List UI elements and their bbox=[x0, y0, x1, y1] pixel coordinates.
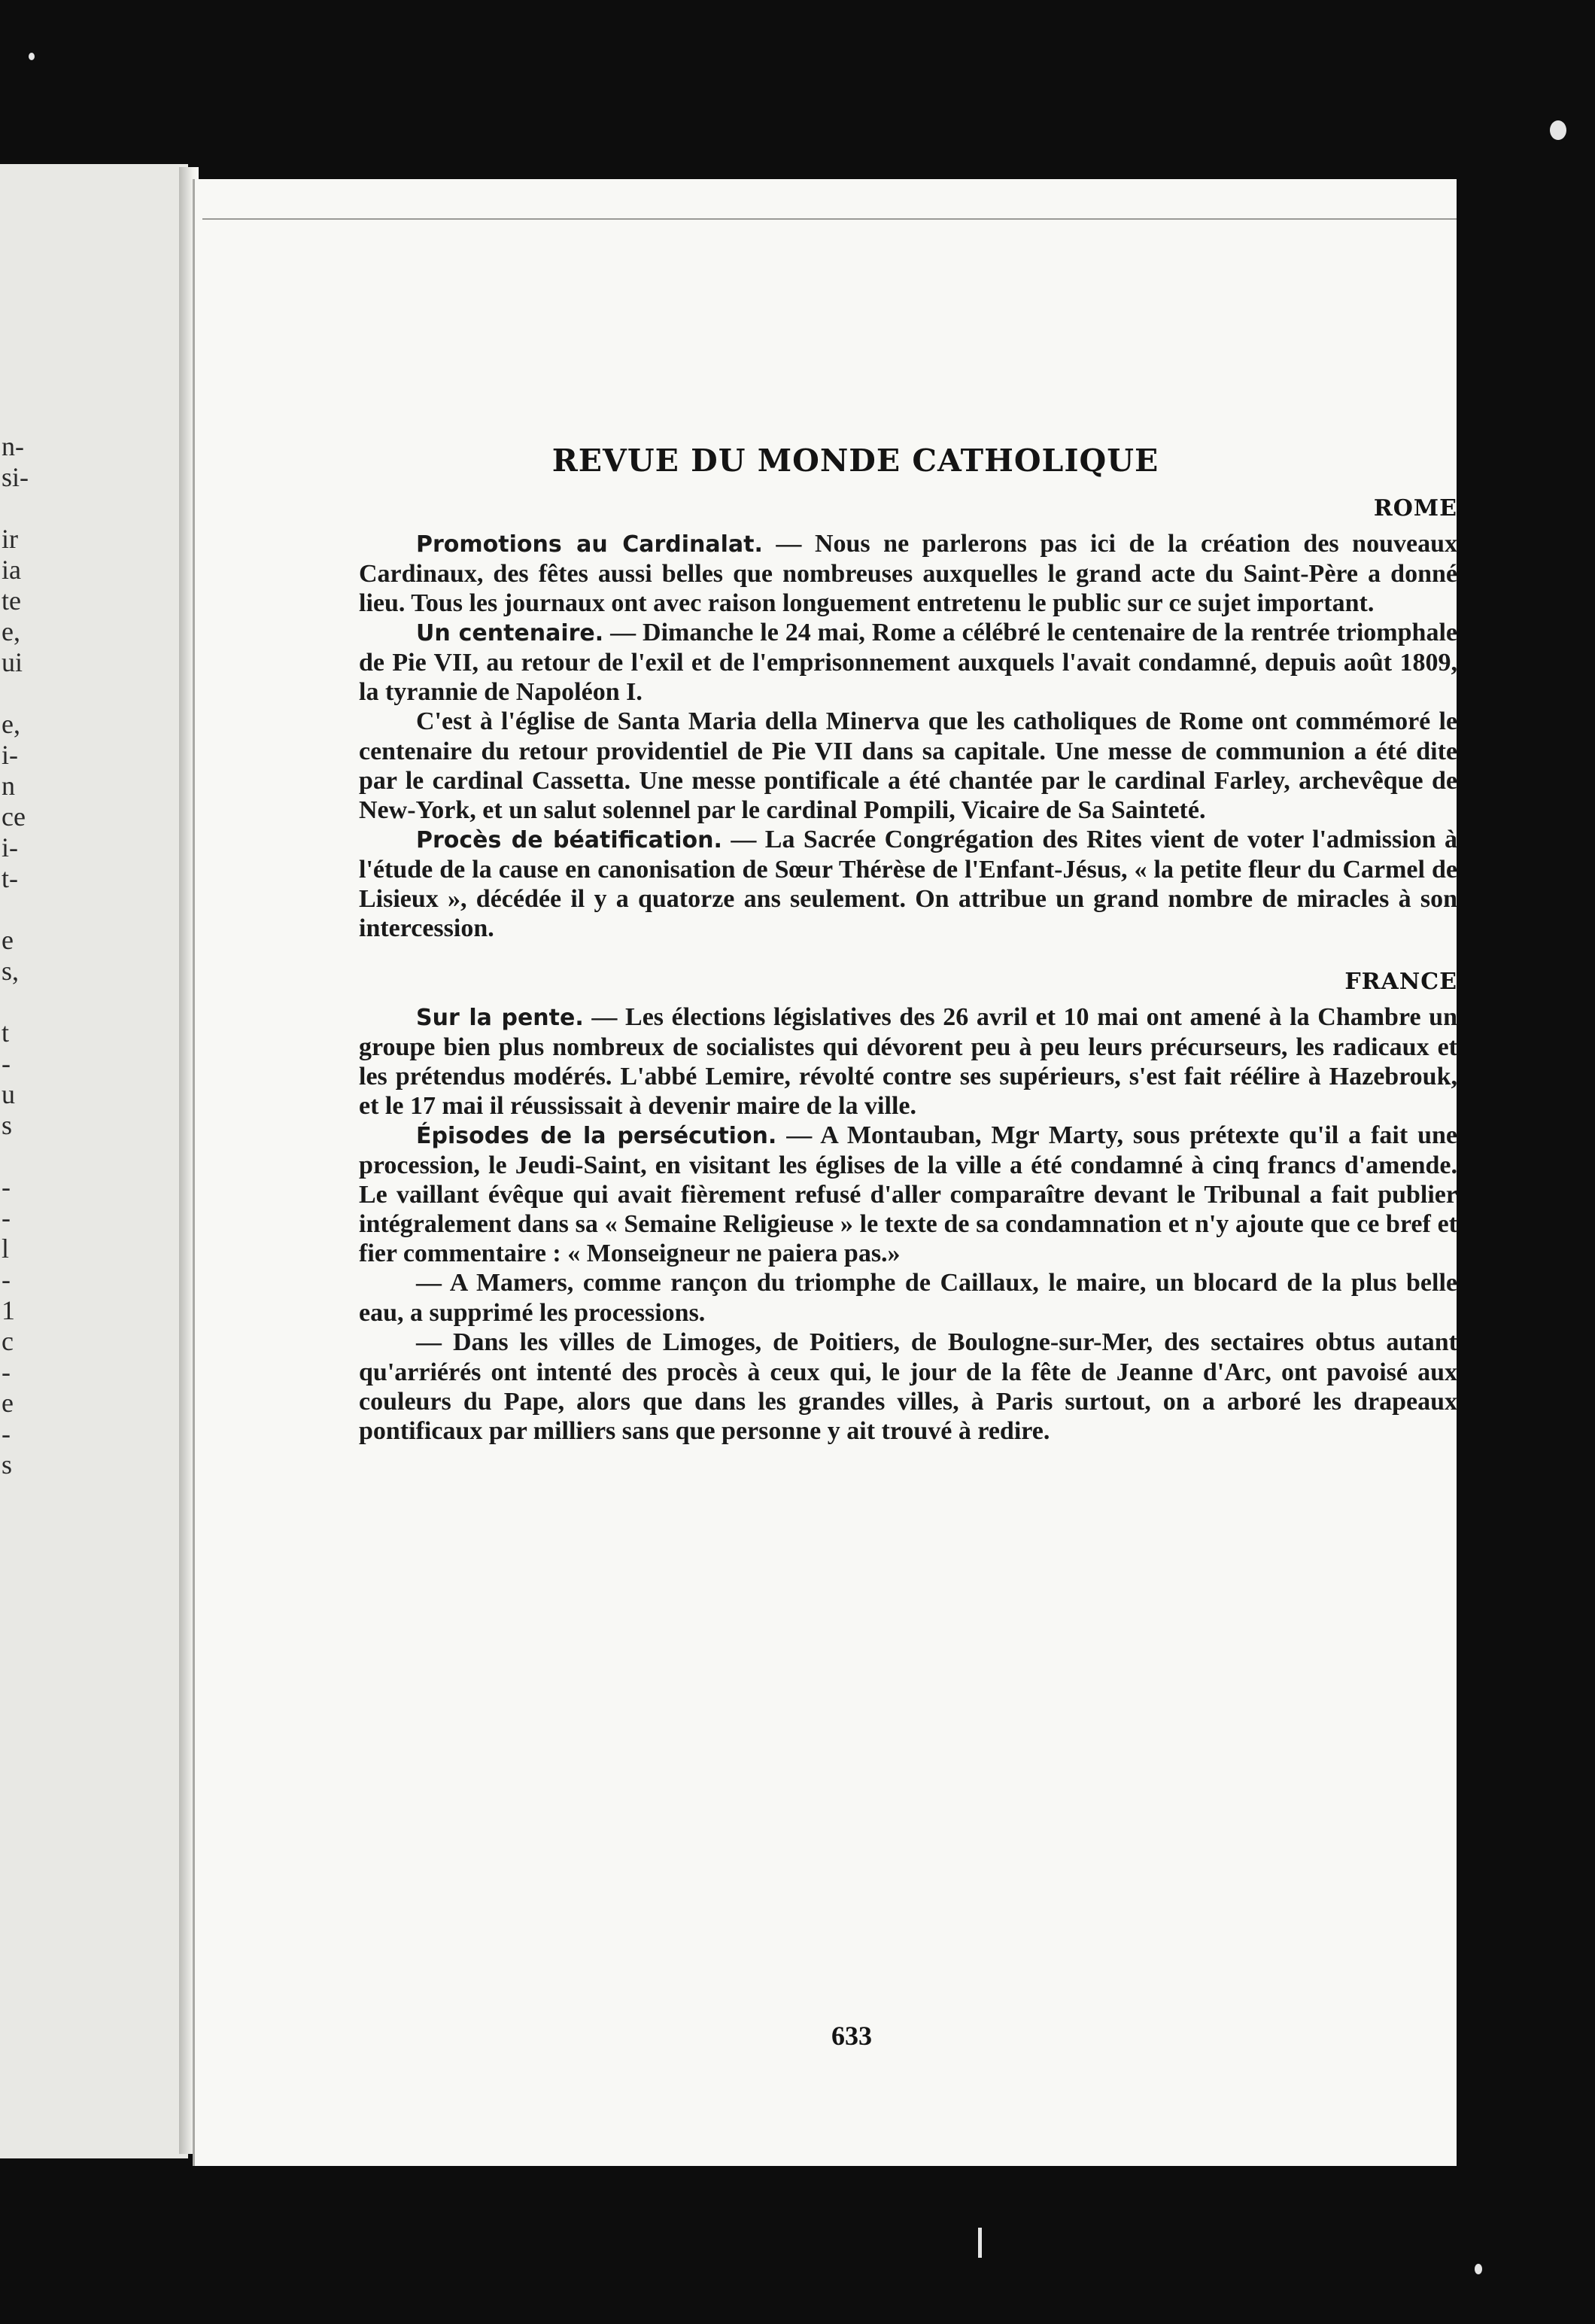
left-page-fragment bbox=[0, 164, 188, 2158]
paragraph-text: — La Sacrée Congrégation des Rites vient de voter l'admission à l'étude de la cause en canonisation de Sœur Thérèse de l'Enfant-Jésus, « la petite fleur du Carmel de Lisieux », décédée il y a quatorze ans seulement. On attribue un grand nombre de miracles à son intercession. bbox=[359, 826, 1457, 942]
left-fragment bbox=[0, 894, 29, 925]
dust-speck bbox=[1475, 2264, 1482, 2274]
left-fragment bbox=[0, 987, 29, 1018]
document-page bbox=[193, 179, 1457, 2166]
paragraph bbox=[359, 1268, 1457, 1328]
left-fragment: e bbox=[2, 925, 14, 955]
left-fragment: - bbox=[2, 1172, 11, 1202]
page-content bbox=[359, 443, 1458, 2051]
left-fragment: ir bbox=[2, 524, 18, 554]
left-fragment bbox=[0, 493, 29, 524]
left-fragment: l bbox=[2, 1233, 10, 1264]
left-fragment: s, bbox=[2, 956, 20, 986]
left-fragment: t- bbox=[2, 863, 18, 893]
paragraph-text: C'est à l'église de Santa Maria della Minerva que les catholiques de Rome ont commémoré le centenaire du retour providentiel de Pie VII dans sa capitale. Une messe de communion a été dite par le cardinal Cassetta. Une messe pontificale a été chantée par le cardinal Farley, archevêque de New-York, et un salut solennel par le cardinal Pompili, Vicaire de Sa Sainteté. bbox=[359, 707, 1457, 824]
left-fragment: - bbox=[2, 1048, 11, 1078]
left-fragment bbox=[0, 678, 29, 709]
left-fragment: - bbox=[2, 1419, 11, 1449]
left-fragment: - bbox=[2, 1203, 11, 1233]
paragraph-lead: Épisodes de la persécution. bbox=[416, 1123, 777, 1149]
paragraph bbox=[359, 618, 1457, 707]
left-fragment: si- bbox=[2, 462, 29, 492]
section-heading-france: FRANCE bbox=[1344, 969, 1457, 995]
left-fragment: s bbox=[2, 1110, 13, 1140]
left-fragment: n bbox=[2, 771, 15, 801]
section-spacer bbox=[359, 943, 1457, 969]
paragraph-lead: Procès de béatification. bbox=[416, 827, 722, 853]
paragraph-lead: Un centenaire. bbox=[416, 620, 604, 646]
left-fragment: - bbox=[2, 1357, 11, 1387]
left-fragment: ui bbox=[2, 647, 23, 677]
left-fragment: e, bbox=[2, 709, 20, 739]
dust-speck bbox=[29, 53, 35, 60]
section-heading-rome: ROME bbox=[1373, 495, 1457, 522]
paragraph-text: — Les élections législatives des 26 avril et 10 mai ont amené à la Chambre un groupe bien plus nombreux de socialistes qui dévorent peu à peu leurs précurseurs, les radicaux et les prétendus modérés. L'abbé Lemire, révolté contre ses supérieurs, s'est fait réélire à Hazebrouk, et le 17 mai il réussissait à devenir maire de la ville. bbox=[359, 1003, 1458, 1120]
paragraph-lead: Promotions au Cardinalat. bbox=[416, 531, 763, 558]
paragraph-text: — A Mamers, comme rançon du triomphe de Caillaux, le maire, un blocard de la plus belle eau, a supprimé les processions. bbox=[359, 1269, 1457, 1327]
paragraph-lead: Sur la pente. bbox=[416, 1005, 584, 1031]
left-fragment: ia bbox=[2, 555, 21, 585]
left-fragment: t bbox=[2, 1018, 10, 1048]
paragraph-text: — Dimanche le 24 mai, Rome a célébré le centenaire de la rentrée triomphale de Pie VII, au retour de l'exil et de l'emprisonnement auxquels l'avait condamné, depuis août 1809, la tyrannie de Napoléon I. bbox=[359, 619, 1457, 706]
paragraph bbox=[359, 1002, 1457, 1121]
dust-speck bbox=[1550, 120, 1566, 140]
left-fragment: - bbox=[2, 1264, 11, 1294]
left-fragment bbox=[0, 1141, 29, 1172]
left-fragment: i- bbox=[2, 740, 18, 770]
left-fragment: c bbox=[2, 1326, 14, 1356]
left-page-text bbox=[0, 431, 29, 1480]
left-fragment: e, bbox=[2, 616, 20, 646]
dust-speck bbox=[978, 2228, 982, 2258]
paragraph bbox=[359, 529, 1457, 618]
paragraph-text: — Nous ne parlerons pas ici de la création des nouveaux Cardinaux, des fêtes aussi belles que nombreuses auxquelles le grand acte du Saint-Père a donné lieu. Tous les journaux ont avec raison longuement entretenu le public sur ce sujet important. bbox=[359, 530, 1457, 617]
left-fragment: u bbox=[2, 1079, 15, 1109]
left-fragment: 1 bbox=[2, 1295, 15, 1325]
paragraph bbox=[359, 1121, 1457, 1268]
left-fragment: i- bbox=[2, 832, 18, 862]
left-fragment: e bbox=[2, 1388, 14, 1418]
paragraph-text: — A Montauban, Mgr Marty, sous prétexte qu'il a fait une procession, le Jeudi-Saint, en visitant les églises de la ville a été condamné à cinq francs d'amende. Le vaillant évêque qui avait fièrement refusé d'aller comparaître devant le Tribunal a fait publier intégralement dans sa « Semaine Religieuse » le texte de sa condamnation et n'y ajoute que ce bref et fier commentaire : « Monseigneur ne paiera pas.» bbox=[359, 1121, 1457, 1267]
left-fragment: te bbox=[2, 586, 21, 616]
paragraph bbox=[359, 825, 1457, 943]
paragraph bbox=[359, 1328, 1457, 1446]
left-fragment: ce bbox=[2, 802, 26, 832]
left-fragment: n- bbox=[2, 431, 24, 461]
left-fragment: s bbox=[2, 1449, 13, 1480]
page-title: REVUE DU MONDE CATHOLIQUE bbox=[551, 443, 1159, 479]
page-number: 633 bbox=[831, 2021, 872, 2051]
paragraph-text: — Dans les villes de Limoges, de Poitiers, de Boulogne-sur-Mer, des sectaires obtus autant qu'arriérés ont intenté des procès à ceux qui, le jour de la fête de Jeanne d'Arc, ont pavoisé aux couleurs du Pape, alors que dans les grandes villes, à Paris surtout, on a arboré les drapeaux pontificaux par milliers sans que personne y ait trouvé à redire. bbox=[359, 1328, 1457, 1445]
paragraph bbox=[359, 707, 1457, 825]
